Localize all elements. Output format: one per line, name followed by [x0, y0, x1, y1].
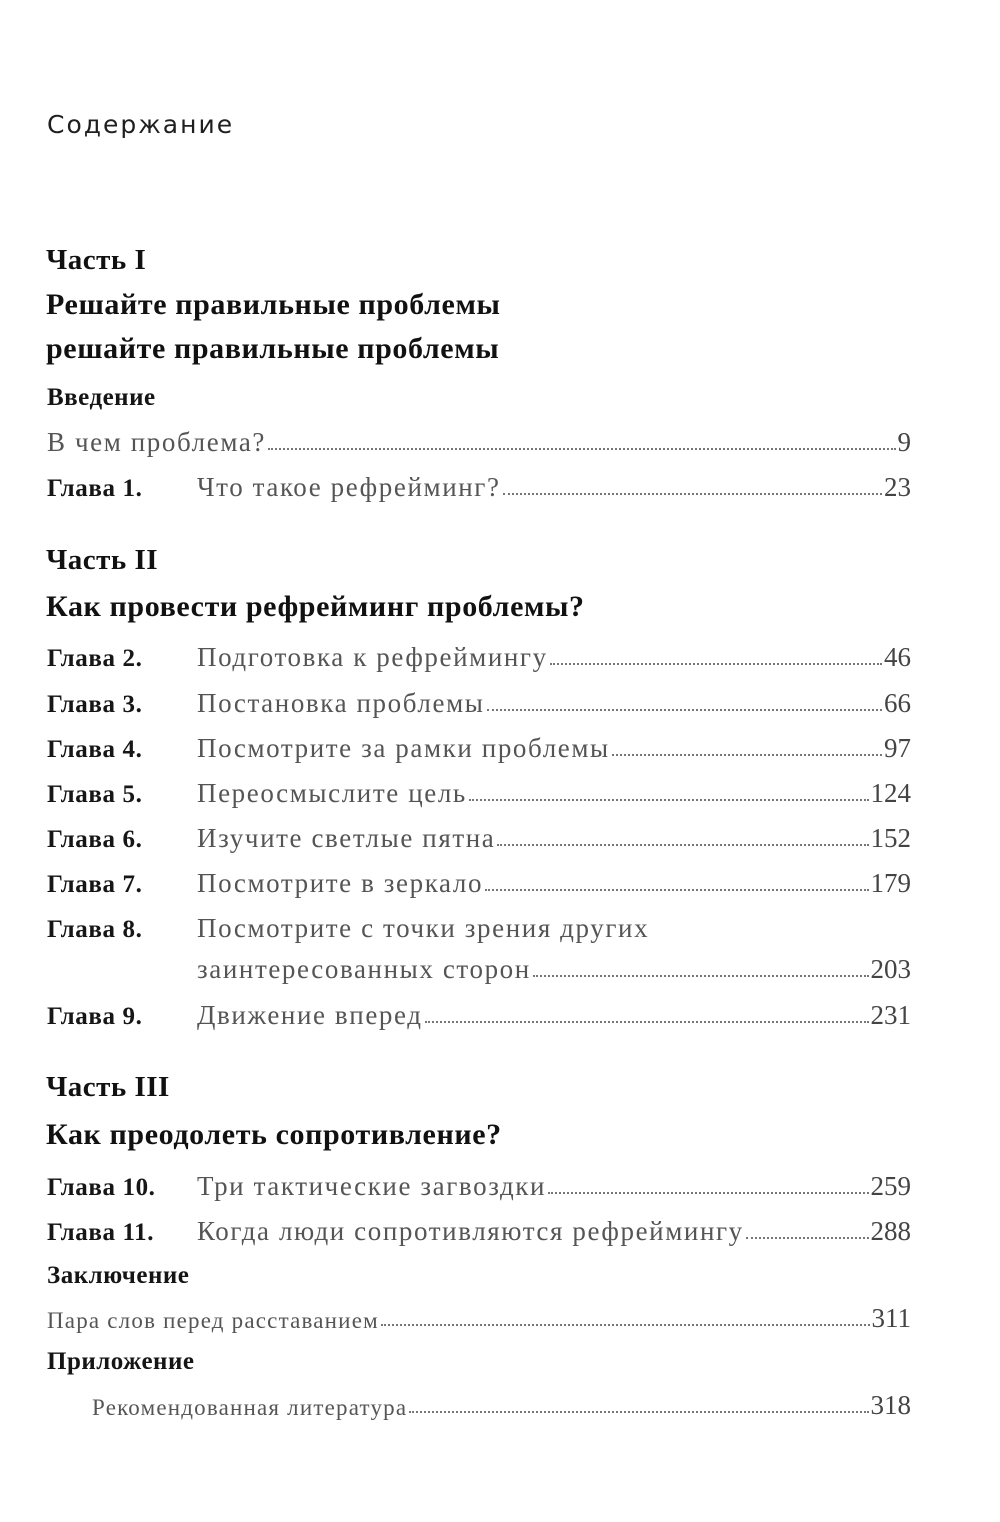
toc-entry-chapter-3[interactable] — [47, 683, 911, 719]
toc-entry-page: 203 — [870, 954, 911, 984]
leader-dots — [487, 707, 882, 711]
toc-entry-chapter-7[interactable] — [47, 863, 911, 899]
toc-entry-title-line2: заинтересованных сторон — [197, 954, 531, 984]
leader-dots — [550, 661, 882, 665]
toc-entry-title: Что такое рефрейминг? — [197, 472, 501, 502]
toc-entry-chapter-8[interactable] — [47, 908, 911, 944]
toc-entry-page: 124 — [870, 778, 911, 808]
leader-dots — [746, 1235, 869, 1239]
leader-dots — [548, 1190, 868, 1194]
toc-entry-title: Изучите светлые пятна — [197, 823, 496, 853]
chapter-label: Глава 10. — [47, 1174, 156, 1201]
toc-heading: Содержание — [47, 110, 235, 139]
toc-entry-title: Посмотрите за рамки проблемы — [197, 733, 610, 763]
leader-dots — [409, 1409, 868, 1413]
chapter-label: Глава 8. — [47, 916, 143, 943]
toc-entry-title: Постановка проблемы — [197, 688, 485, 718]
toc-entry-intro[interactable] — [47, 422, 911, 458]
toc-entry-page: 179 — [870, 868, 911, 898]
toc-entry-page: 231 — [870, 1000, 911, 1030]
toc-entry-chapter-4[interactable] — [47, 728, 911, 764]
leader-dots — [268, 446, 896, 450]
leader-dots — [533, 973, 869, 977]
toc-entry-chapter-9[interactable] — [47, 995, 911, 1031]
chapter-label: Глава 5. — [47, 781, 143, 808]
toc-entry-page: 259 — [870, 1171, 911, 1201]
leader-dots — [469, 797, 869, 801]
toc-entry-page: 66 — [884, 688, 911, 718]
toc-entry-chapter-10[interactable] — [47, 1166, 911, 1202]
leader-dots — [425, 1019, 869, 1023]
toc-entry-chapter-1[interactable] — [47, 467, 911, 503]
toc-entry-title: В чем проблема? — [47, 427, 266, 457]
toc-entry-title-line1: Посмотрите с точки зрения других — [197, 913, 650, 943]
toc-entry-page: 288 — [870, 1216, 911, 1246]
toc-entry-chapter-11[interactable] — [47, 1211, 911, 1247]
part1-title-line1: Решайте правильные проблемы — [46, 288, 501, 321]
toc-entry-page: 152 — [870, 823, 911, 853]
toc-entry-page: 318 — [870, 1390, 911, 1420]
leader-dots — [485, 887, 868, 891]
chapter-label: Глава 2. — [47, 645, 143, 672]
toc-entry-chapter-8-continued[interactable] — [197, 949, 911, 985]
conclusion-section-label: Заключение — [47, 1262, 190, 1289]
toc-entry-title: Движение вперед — [197, 1000, 423, 1030]
toc-entry-appendix[interactable] — [92, 1385, 911, 1421]
appendix-section-label: Приложение — [47, 1348, 195, 1375]
chapter-label: Глава 11. — [47, 1219, 155, 1246]
toc-entry-title: Подготовка к рефреймингу — [197, 642, 548, 672]
chapter-label: Глава 6. — [47, 826, 143, 853]
toc-entry-title: Посмотрите в зеркало — [197, 868, 484, 898]
chapter-label: Глава 3. — [47, 691, 143, 718]
toc-entry-title: Переосмыслите цель — [197, 778, 467, 808]
toc-entry-title: Пара слов перед расставанием — [47, 1308, 379, 1333]
chapter-label: Глава 9. — [47, 1003, 143, 1030]
toc-entry-chapter-6[interactable] — [47, 818, 911, 854]
toc-entry-chapter-2[interactable] — [47, 637, 911, 673]
toc-entry-title: Когда люди сопротивляются рефреймингу — [197, 1216, 744, 1246]
toc-entry-page: 311 — [871, 1303, 911, 1333]
chapter-label: Глава 4. — [47, 736, 143, 763]
toc-entry-title: Рекомендованная литература — [92, 1395, 408, 1420]
part2-label: Часть II — [46, 544, 159, 576]
part3-label: Часть III — [46, 1071, 170, 1103]
chapter-label: Глава 7. — [47, 871, 143, 898]
toc-entry-chapter-5[interactable] — [47, 773, 911, 809]
toc-entry-conclusion[interactable] — [47, 1298, 911, 1334]
toc-entry-page: 9 — [897, 427, 911, 457]
part3-title: Как преодолеть сопротивление? — [46, 1118, 502, 1151]
leader-dots — [497, 842, 868, 846]
toc-entry-page: 23 — [884, 472, 911, 502]
leader-dots — [612, 752, 882, 756]
part1-title-line2: решайте правильные проблемы — [46, 332, 500, 365]
leader-dots — [381, 1322, 870, 1326]
part1-label: Часть I — [46, 244, 147, 276]
toc-entry-page: 46 — [884, 642, 911, 672]
toc-entry-page: 97 — [884, 733, 911, 763]
part2-title: Как провести рефрейминг проблемы? — [46, 590, 585, 623]
toc-entry-title: Три тактические загвоздки — [197, 1171, 547, 1201]
chapter-label: Глава 1. — [47, 475, 143, 502]
intro-section-label: Введение — [47, 384, 156, 411]
leader-dots — [503, 491, 882, 495]
